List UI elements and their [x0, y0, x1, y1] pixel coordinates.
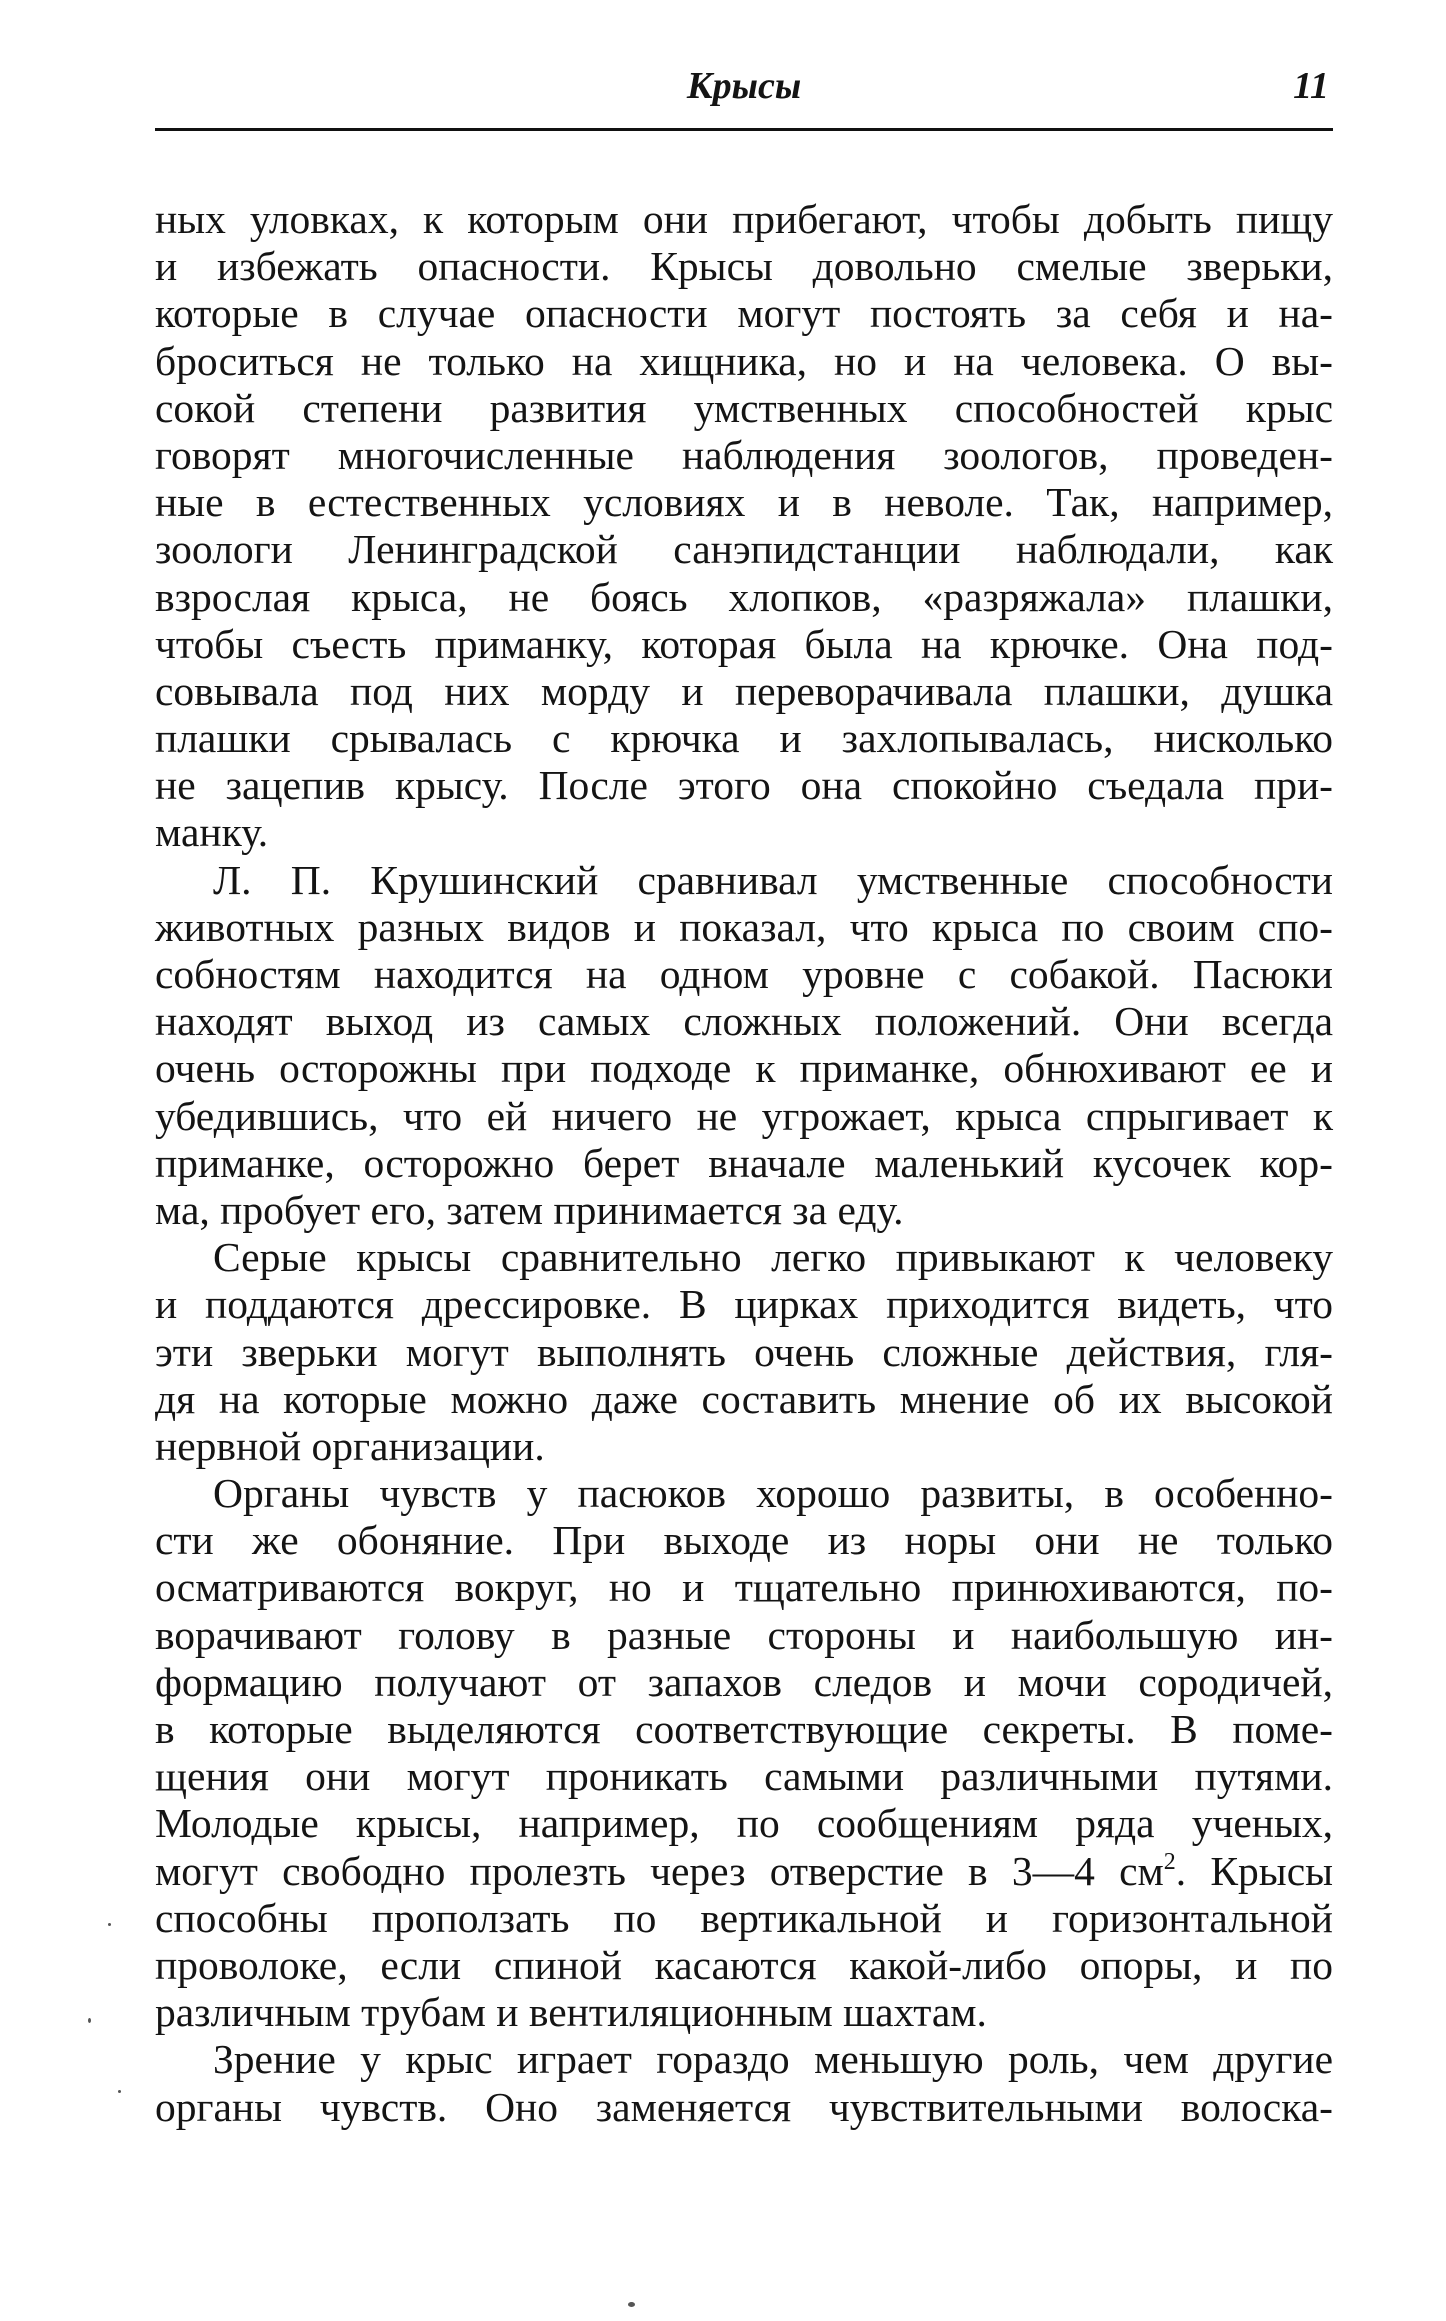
text-line: органы чувств. Оно заменяется чувствительными волоска- — [155, 2083, 1333, 2130]
scan-speck — [118, 2090, 121, 2093]
text-line-with-superscript — [155, 1848, 1333, 1895]
body-text — [155, 196, 1333, 2131]
text-line: собностям находится на одном уровне с собакой. Пасюки — [155, 951, 1333, 997]
text-line: нервной организации. — [155, 1422, 545, 1469]
text-line: сти же обоняние. При выходе из норы они не только — [155, 1517, 1333, 1564]
paragraph — [155, 857, 1333, 1235]
scan-speck — [628, 2302, 635, 2307]
text-line: Органы чувств у пасюков хорошо развиты, в особенно- — [213, 1470, 1333, 1517]
text-line: плашки срывалась с крючка и захлопывалась, нисколько — [155, 715, 1333, 762]
paragraph — [155, 1470, 1333, 2036]
text-line: которые в случае опасности могут постоять за себя и на- — [155, 290, 1333, 337]
text-line: ворачивают голову в разные стороны и наибольшую ин- — [155, 1611, 1333, 1658]
text-line: проволоке, если спиной касаются какой-либо опоры, и по — [155, 1941, 1333, 1988]
text-line: манку. — [155, 809, 269, 856]
text-line: ма, пробует его, затем принимается за еду. — [155, 1186, 904, 1233]
text-line: взрослая крыса, не боясь хлопков, «разряжала» плашки, — [155, 573, 1333, 620]
text-line: и избежать опасности. Крысы довольно смелые зверьки, — [155, 243, 1333, 290]
text-line: дя на которые можно даже составить мнение об их высокой — [155, 1375, 1333, 1422]
running-title: Крысы — [686, 65, 802, 107]
text-line: ные в естественных условиях и в неволе. Так, например, — [155, 479, 1333, 526]
text-line: не зацепив крысу. После этого она спокойно съедала при- — [155, 762, 1333, 809]
page-header — [155, 58, 1333, 118]
text-line: чтобы съесть приманку, которая была на крючке. Она под- — [155, 620, 1333, 667]
text-line: совывала под них морду и переворачивала плашки, душка — [155, 667, 1333, 714]
text-line: ных уловках, к которым они прибегают, чтобы добыть пищу — [155, 196, 1333, 242]
text-line: Л. П. Крушинский сравнивал умственные способности — [213, 856, 1333, 903]
text-line: осматриваются вокруг, но и тщательно принюхиваются, по- — [155, 1564, 1333, 1611]
text-line: говорят многочисленные наблюдения зоологов, проведен- — [155, 431, 1333, 478]
text-line: зоологи Ленинградской санэпидстанции наблюдали, как — [155, 526, 1333, 573]
text-segment: . Крысы — [1175, 1847, 1333, 1894]
text-line: Зрение у крыс играет гораздо меньшую роль, чем другие — [213, 2036, 1333, 2083]
text-line: находят выход из самых сложных положений. Они всегда — [155, 998, 1333, 1045]
page-number: 11 — [1293, 65, 1329, 107]
text-line: Серые крысы сравнительно легко привыкают к человеку — [213, 1234, 1333, 1281]
text-line: в которые выделяются соответствующие секреты. В поме- — [155, 1706, 1333, 1752]
scan-speck — [108, 1923, 111, 1926]
text-line: способны проползать по вертикальной и горизонтальной — [155, 1894, 1333, 1941]
text-line: эти зверьки могут выполнять очень сложные действия, гля- — [155, 1328, 1333, 1375]
text-line: Молодые крысы, например, по сообщениям ряда ученых, — [155, 1800, 1333, 1847]
text-segment: могут свободно пролезть через отверстие в 3—4 см — [155, 1847, 1164, 1894]
text-line: формацию получают от запахов следов и мочи сородичей, — [155, 1658, 1333, 1705]
scan-speck — [88, 2018, 91, 2023]
text-line: животных разных видов и показал, что крыса по своим спо- — [155, 903, 1333, 950]
text-line: броситься не только на хищника, но и на человека. О вы- — [155, 337, 1333, 384]
text-line: и поддаются дрессировке. В цирках приходится видеть, что — [155, 1281, 1333, 1328]
text-line: приманке, осторожно берет вначале маленький кусочек кор- — [155, 1139, 1333, 1186]
superscript: 2 — [1163, 1848, 1176, 1875]
header-rule — [155, 128, 1333, 131]
paragraph — [155, 196, 1333, 857]
text-line: различным трубам и вентиляционным шахтам. — [155, 1989, 987, 2036]
paragraph — [155, 2036, 1333, 2130]
text-line: щения они могут проникать самыми различными путями. — [155, 1753, 1333, 1800]
text-line: сокой степени развития умственных способностей крыс — [155, 384, 1333, 431]
paragraph — [155, 1234, 1333, 1470]
text-line: убедившись, что ей ничего не угрожает, крыса спрыгивает к — [155, 1092, 1333, 1139]
text-line: очень осторожны при подходе к приманке, обнюхивают ее и — [155, 1045, 1333, 1092]
